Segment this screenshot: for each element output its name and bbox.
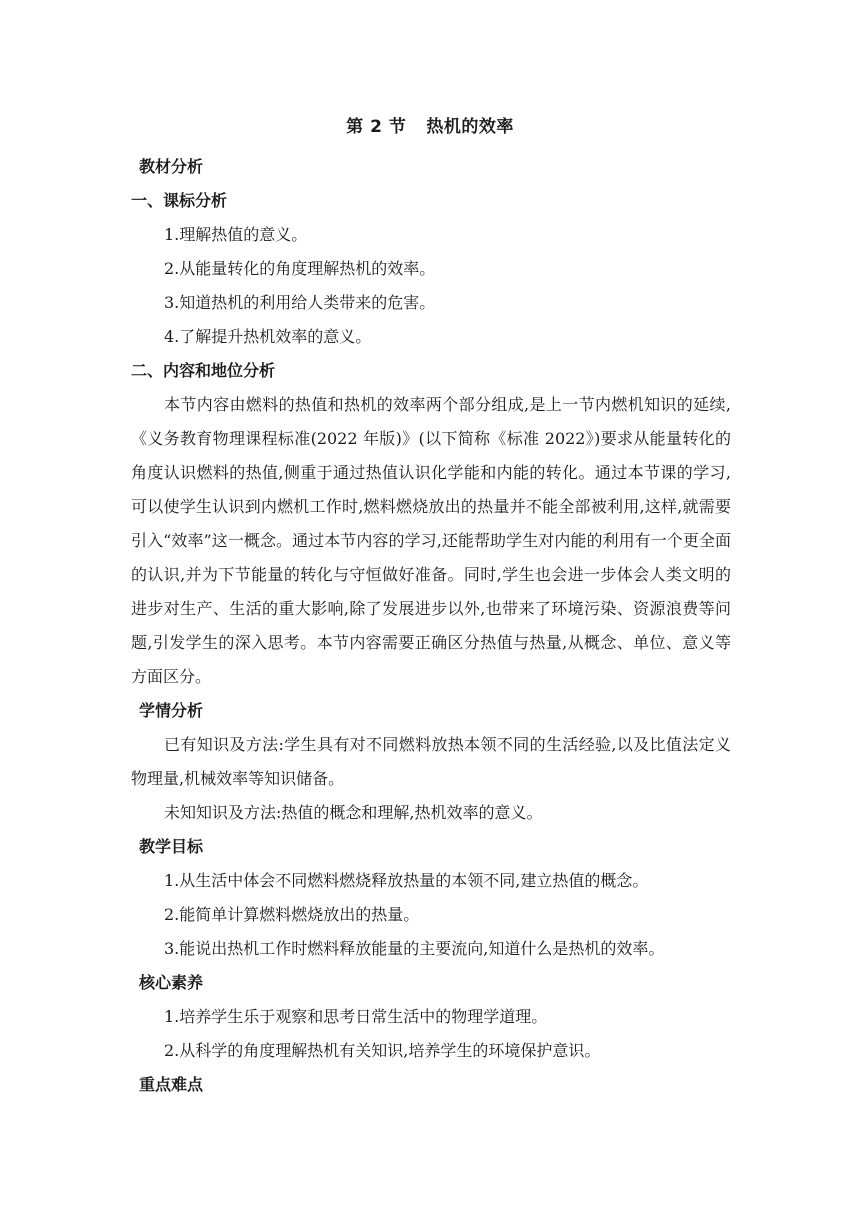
document-body — [131, 150, 731, 1102]
heading-textbook-analysis: 教材分析 — [139, 157, 204, 176]
objective-item: 2.能简单计算燃料燃烧放出的热量。 — [164, 905, 420, 924]
heading-content-position: 二、内容和地位分析 — [131, 361, 276, 380]
page-title — [0, 115, 860, 139]
heading-curriculum-analysis: 一、课标分析 — [131, 191, 228, 210]
heading-core-literacy: 核心素养 — [139, 973, 204, 992]
curriculum-item: 1.理解热值的意义。 — [164, 225, 308, 244]
curriculum-item: 3.知道热机的利用给人类带来的危害。 — [164, 293, 436, 312]
objective-item: 3.能说出热机工作时燃料释放能量的主要流向,知道什么是热机的效率。 — [164, 939, 665, 958]
heading-key-points: 重点难点 — [139, 1075, 204, 1094]
section-number: 第 2 节 — [346, 117, 407, 137]
heading-learner-analysis: 学情分析 — [139, 701, 204, 720]
curriculum-item: 4.了解提升热机效率的意义。 — [164, 327, 372, 346]
content-position-paragraph: 本节内容由燃料的热值和热机的效率两个部分组成,是上一节内燃机知识的延续,《义务教育物理课程标准(2022 年版)》(以下简称《标准 2022》)要求从能量转化的角度认识燃料的热值,侧重于通过热值认识化学能和内能的转化。通过本节课的学习,可以使学生认识到内燃机工作时,燃料燃烧放出的热量并不能全部被利用,这样,就需要引入“效率”这一概念。通过本节内容的学习,还能帮助学生对内能的利用有一个更全面的认识,并为下节能量的转化与守恒做好准备。同时,学生也会进一步体会人类文明的进步对生产、生活的重大影响,除了发展进步以外,也带来了环境污染、资源浪费等问题,引发学生的深入思考。本节内容需要正确区分热值与热量,从概念、单位、意义等方面区分。 — [131, 395, 731, 686]
objective-item: 1.从生活中体会不同燃料燃烧释放热量的本领不同,建立热值的概念。 — [164, 871, 649, 890]
learner-paragraph: 已有知识及方法:学生具有对不同燃料放热本领不同的生活经验,以及比值法定义物理量,机械效率等知识储备。 — [131, 735, 731, 788]
core-literacy-item: 2.从科学的角度理解热机有关知识,培养学生的环境保护意识。 — [164, 1041, 601, 1060]
section-name: 热机的效率 — [426, 117, 514, 137]
heading-objectives: 教学目标 — [139, 837, 204, 856]
learner-paragraph: 未知知识及方法:热值的概念和理解,热机效率的意义。 — [164, 803, 543, 822]
core-literacy-item: 1.培养学生乐于观察和思考日常生活中的物理学道理。 — [164, 1007, 548, 1026]
curriculum-item: 2.从能量转化的角度理解热机的效率。 — [164, 259, 436, 278]
